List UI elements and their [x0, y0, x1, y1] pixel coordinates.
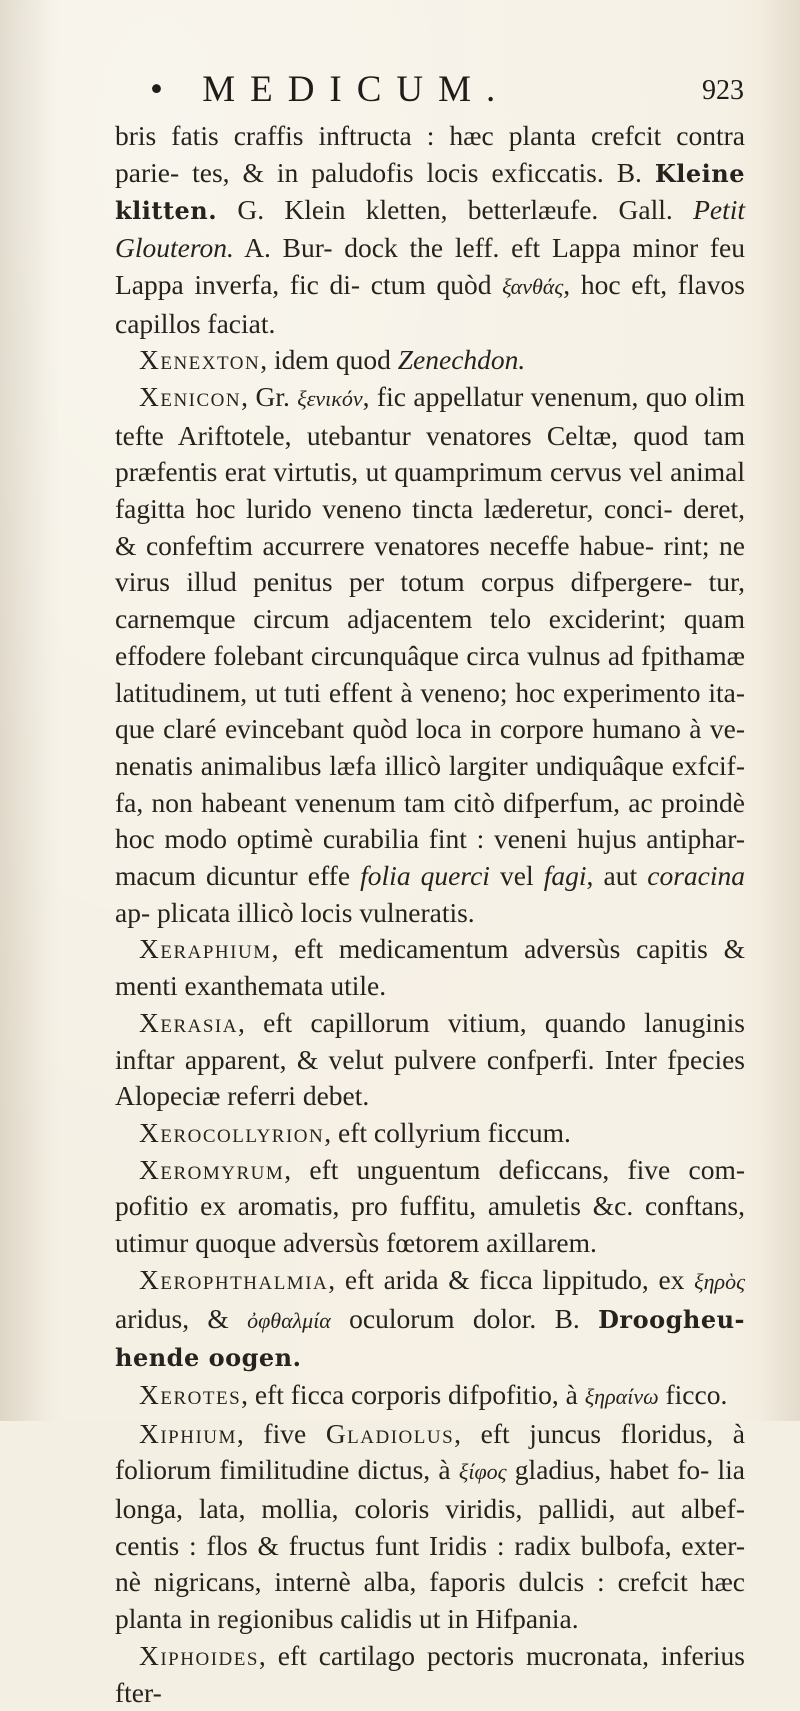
entry-text: A. Bur- dock the leff. eft Lappa minor feu Lappa inverfa, fic di- ctum quòd — [115, 232, 745, 300]
entry-headword: Xerasia — [139, 1006, 238, 1038]
entry-text: aridus, & — [115, 1302, 248, 1334]
entry-headword: Xerotes — [139, 1378, 242, 1410]
entry-continuation — [115, 118, 745, 342]
page-gutter-shadow — [0, 0, 60, 1421]
italic-term: Petit Glouteron. — [115, 194, 745, 264]
dutch-term: Kleine klitten. — [115, 158, 745, 226]
entry-headword: Xerocollyrion — [139, 1116, 325, 1148]
dutch-term: Droogheu- hende oogen. — [115, 1304, 745, 1373]
dictionary-entry — [115, 1152, 745, 1262]
dictionary-entry — [115, 1005, 745, 1115]
entry-headword: Xenicon — [139, 380, 242, 412]
entry-text: , five — [236, 1417, 326, 1449]
italic-term: coracina — [647, 860, 745, 892]
greek-term: ξίφος — [458, 1459, 507, 1485]
greek-term: ὀφθαλμία — [247, 1307, 331, 1333]
entry-text: ficco. — [658, 1378, 728, 1410]
running-title: • MEDICUM. — [150, 69, 511, 110]
dictionary-entry — [115, 379, 745, 932]
greek-term: ξηρὸς — [694, 1268, 745, 1294]
entry-text: , eft capillorum vitium, quando lanuginis inftar apparent, & velut pulvere confperfi. Inter fpecies Alopeciæ referri debet. — [115, 1006, 745, 1112]
greek-term: ξηραίνω — [584, 1383, 659, 1409]
entry-text: , hoc eft, flavos capillos faciat. — [115, 268, 745, 339]
italic-term: folia querci — [360, 860, 490, 892]
entry-text: , eft ficca corporis difpofitio, à — [241, 1378, 585, 1410]
entry-headword: Xeromyrum — [139, 1153, 285, 1185]
dictionary-entry — [115, 1262, 745, 1377]
entry-text: , eft collyrium ficcum. — [324, 1116, 571, 1148]
page-number: 923 — [702, 75, 744, 106]
entry-text: oculorum dolor. B. — [330, 1302, 599, 1334]
entry-text: , eft arida & ficca lippitudo, ex — [328, 1263, 695, 1295]
italic-term: Zenechdon. — [397, 344, 526, 376]
entry-text: gladius, habet fo- lia longa, lata, mollia, coloris viridis, pallidi, aut albef- centis : flos & fructus funt Iridis : radix bulbofa, exter- nè nigricans, internè alba, faporis dulcis : crefcit hæc planta in regionibus calidis ut in Hifpania. — [115, 1454, 746, 1635]
entry-headword: Xerophthalmia — [139, 1263, 329, 1295]
entry-headword: Xenexton — [139, 344, 261, 376]
italic-term: fagi — [543, 860, 587, 892]
entry-text: vel — [489, 860, 544, 892]
greek-term: ξενικόν — [297, 385, 363, 411]
entry-text: , eft cartilago pectoris mucronata, inferius fter- — [115, 1639, 745, 1708]
dictionary-entry — [115, 1416, 745, 1638]
entry-text: , eft juncus floridus, à foliorum fimilitudine dictus, à — [115, 1417, 745, 1486]
page-header — [0, 70, 800, 110]
entry-text: , fic appellatur venenum, quo olim tefte Ariftotele, utebantur venatores Celtæ, quod tam præfentis erat virtutis, ut quamprimum cervus vel animal fagitta hoc lurido veneno tincta læderetur, conci- deret, & confeftim accurrere venatores neceffe habue- rint; ne virus illud penitus per totum corpus difpergere- tur, carnemque circum adjacentem telo exciderint; quam effodere folebant circunquâque circa vulnus ad fpithamæ latitudinem, ut tuti effent à veneno; hoc experimento ita- que claré evincebant quòd loca in corpore humano à ve- nenatis animalibus læfa illicò largiter undiquâque exfcif- fa, non habeant venenum tam citò difperfum, ac proindè hoc modo optimè curabilia fint : veneni hujus antiphar- macum dicuntur effe — [115, 380, 745, 892]
dictionary-entry — [115, 1638, 745, 1711]
dictionary-entry — [115, 931, 745, 1004]
synonym-headword: Gladiolus — [325, 1417, 455, 1449]
entry-text: , aut — [586, 860, 648, 892]
entry-text: ap- plicata illicò locis vulneratis. — [115, 896, 475, 928]
dictionary-entry — [115, 1377, 745, 1416]
entry-headword: Xeraphium — [139, 933, 272, 965]
dictionary-entry — [115, 342, 745, 379]
page-edge-shadow — [760, 0, 800, 1421]
entry-headword: Xiphium — [139, 1417, 237, 1449]
entry-text: , eft unguentum deficcans, five com- pofitio ex aromatis, pro fuffitu, amuletis &c. conftans, utimur quoque adversùs fœtorem axillarem. — [115, 1153, 745, 1259]
entry-text: G. Klein kletten, betterlæufe. Gall. — [217, 194, 694, 226]
dictionary-text — [115, 118, 745, 1711]
greek-term: ξανθάς — [502, 273, 564, 299]
entry-text: , eft medicamentum adversùs capitis & menti exanthemata utile. — [115, 933, 745, 1002]
entry-text: , idem quod — [260, 344, 398, 376]
entry-text: bris fatis craffis inftructa : hæc planta crefcit contra parie- tes, & in paludofis locis exficcatis. B. — [115, 120, 745, 188]
dictionary-entry — [115, 1115, 745, 1152]
entry-text: , Gr. — [241, 380, 298, 412]
entry-headword: Xiphoides — [139, 1639, 259, 1671]
